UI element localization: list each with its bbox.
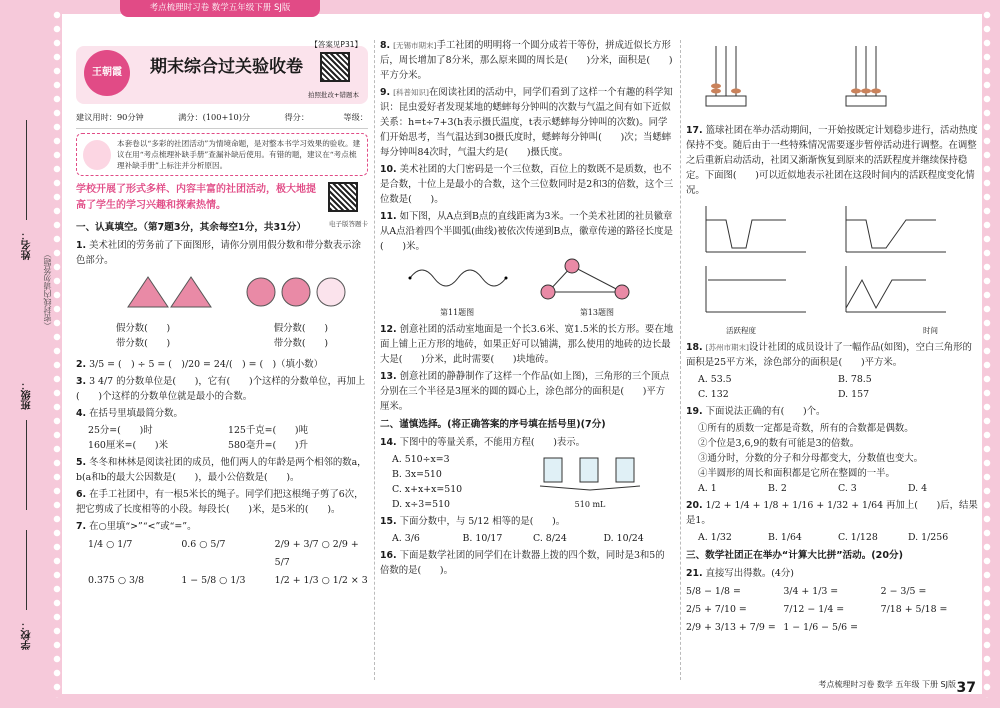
question-text: 下面是数学社团的同学们在计数器上拨的四个数，同时是3和5的倍数的是( )。 xyxy=(380,550,665,576)
question-text: 手工社团的明明将一个圆分成若干等份，拼成近似长方形后，周长增加了8分米，那么原来圆的周长是( )分米，面积是( )平方分米。 xyxy=(380,40,673,81)
answer-grid xyxy=(76,423,368,453)
question xyxy=(380,85,674,160)
question-number: 8. xyxy=(380,40,391,51)
question-number: 6. xyxy=(76,489,87,500)
question xyxy=(380,514,674,529)
question xyxy=(380,162,674,207)
statement: ④半圆形的周长和面积都是它所在整圆的一半。 xyxy=(698,468,895,479)
question xyxy=(76,374,368,404)
question-text: 美术社团的劳务前了下面图形，请你分别用假分数和带分数表示涂色部分。 xyxy=(76,240,361,266)
question-text: 设计社团的成员设计了一幅作品(如图)，空白三角形的面积是25平方米，涂色部分的面积是( )平方米。 xyxy=(686,342,972,368)
intro-text: 本套卷以“多彩的社团活动”为情境命题，是对整本书学习效果的验收。建议在用“考点梳理补缺手册”查漏补缺后使用。有错的题，建议在“考点梳理补缺手册”上标注并分析原因。 xyxy=(117,139,361,170)
question-number: 15. xyxy=(380,516,397,527)
option[interactable]: B. 78.5 xyxy=(838,374,872,385)
triangle-shape xyxy=(548,266,622,292)
question-text: 美术社团的大门密码是一个三位数，百位上的数既不是质数，也不是合数，十位上是最小的合数，这个三位数同时是2和3的倍数，这个三位数是( )。 xyxy=(380,164,674,205)
compare-item[interactable]: 0.6 ○ 5/7 xyxy=(181,539,226,550)
question xyxy=(686,404,978,419)
answer-blank[interactable]: 160厘米=( )米 xyxy=(88,440,168,451)
got-label: 得分： xyxy=(284,112,310,122)
question-text: 在○里填“>”“<”或“=”。 xyxy=(89,521,197,532)
question-number: 11. xyxy=(380,211,397,222)
caption: 第11题图 xyxy=(440,308,475,317)
option-row xyxy=(686,481,978,496)
cup-shape xyxy=(616,458,634,482)
theme-label: 学校开展了形式多样、内容丰富的社团活动，极大地提高了学生的学习兴趣和探索热情。 xyxy=(76,184,316,211)
option[interactable]: A. 3/6 xyxy=(392,533,420,544)
column-1 xyxy=(76,36,368,590)
option[interactable]: C. x+x+x=510 xyxy=(392,484,463,495)
circle-shape xyxy=(282,278,310,306)
option-row xyxy=(686,372,978,402)
option-row xyxy=(380,531,674,546)
option[interactable]: C. 1/128 xyxy=(838,532,878,543)
question-text: 在手工社团中，有一根5米长的绳子。同学们把这根绳子剪了6次，把它剪成了长度相等的小段。每段长( )米，是5米的( )。 xyxy=(76,489,364,515)
question-number: 7. xyxy=(76,521,87,532)
question-number: 18. xyxy=(686,342,703,353)
option[interactable]: C. 8/24 xyxy=(533,533,567,544)
point-a xyxy=(409,277,412,280)
answer-blank[interactable]: 假分数( ) xyxy=(273,323,328,334)
calc-item[interactable]: 5/8 − 1/8 = xyxy=(686,586,741,597)
qr-code[interactable] xyxy=(320,52,350,82)
option[interactable]: D. x÷3=510 xyxy=(392,499,450,510)
shapes-figure xyxy=(76,273,366,313)
calc-item[interactable]: 2/9 + 3/13 + 7/9 = xyxy=(686,622,776,633)
question xyxy=(76,519,368,534)
column-separator xyxy=(680,40,681,680)
question-text: 3 4/7 的分数单位是( )，它有( )个这样的分数单位，再加上( )个这样的分数单位就是最小的合数。 xyxy=(76,376,366,402)
question-text: 直接写出得数。(4分) xyxy=(705,568,794,579)
statement: ②个位是3,6,9的数有可能是3的倍数。 xyxy=(698,438,860,449)
option[interactable]: D. 4 xyxy=(908,483,928,494)
question-number: 2. xyxy=(76,359,87,370)
question xyxy=(76,357,368,372)
question xyxy=(380,548,674,578)
circle-shape xyxy=(541,285,555,299)
answer-blank[interactable]: 25分=( )时 xyxy=(88,425,153,436)
seal-note: （密封线内请勿答题） xyxy=(43,250,52,330)
statement: ③通分时，分数的分子和分母都变大，分数值也变大。 xyxy=(698,453,924,464)
triangle-shape xyxy=(128,277,168,307)
compare-item[interactable]: 1/2 + 1/3 ○ 1/2 × 3 xyxy=(274,575,368,586)
column-3 xyxy=(686,36,978,637)
exam-meta xyxy=(76,110,368,129)
name-line xyxy=(26,120,27,220)
figure-captions xyxy=(380,305,674,320)
question xyxy=(76,487,368,517)
y-axis-label: 活跃程度 xyxy=(726,326,756,335)
cups-icon xyxy=(530,452,650,492)
option[interactable]: C. 132 xyxy=(698,389,729,400)
option[interactable]: B. 3x=510 xyxy=(392,469,442,480)
question-text: 冬冬和林林是阅读社团的成员，他们两人的年龄是两个相邻的数a，b(a和b的最大公因数是( )，最小公倍数是( )。 xyxy=(76,457,367,483)
question xyxy=(76,406,368,421)
circle-shape xyxy=(565,259,579,273)
activity-graphs xyxy=(686,200,976,318)
option[interactable]: D. 157 xyxy=(838,389,870,400)
question-number: 1. xyxy=(76,240,87,251)
cups-figure xyxy=(530,452,650,512)
option-list xyxy=(380,452,530,512)
answer-blank[interactable]: 带分数( ) xyxy=(116,338,171,349)
question xyxy=(686,123,978,198)
question-text: 下面说法正确的有( )个。 xyxy=(705,406,826,417)
figure-11-13 xyxy=(380,256,670,300)
school-label: 学校： xyxy=(22,620,33,650)
calc-item[interactable]: 7/18 + 5/18 = xyxy=(880,604,948,615)
column-separator xyxy=(374,40,375,680)
question xyxy=(686,340,978,370)
wavy-edge-right xyxy=(982,10,992,698)
question xyxy=(380,209,674,254)
graph-c xyxy=(706,266,806,312)
point-b xyxy=(505,277,508,280)
answer-blank[interactable]: 带分数( ) xyxy=(273,338,328,349)
question-text: 下图中的等量关系，不能用方程( )表示。 xyxy=(399,437,586,448)
question xyxy=(686,498,978,528)
compare-grid xyxy=(76,536,368,590)
qr-label: 电子版答题卡 xyxy=(329,220,368,228)
qr-code[interactable] xyxy=(328,182,358,212)
title-box xyxy=(76,40,368,104)
question-number: 16. xyxy=(380,550,397,561)
question xyxy=(76,455,368,485)
question-number: 12. xyxy=(380,324,397,335)
question-text: 1/2 + 1/4 + 1/8 + 1/16 + 1/32 + 1/64 再加上( )后，结果是1。 xyxy=(686,500,978,526)
question-text: 在阅读社团的活动中，同学们看到了这样一个有趣的科学知识：昆虫爱好者发现某地的蟋蟀每分钟叫的次数与气温之间有如下近似关系：h=t÷7+3(h表示摄氏温度，t表示蟋蟀每分钟叫的次数)。同学们开始思考，当气温达到30摄氏度时，蟋蟀每分钟叫( )次；当蟋蟀每分钟叫84次时，气温大约是( )摄氏度。 xyxy=(380,87,673,158)
question xyxy=(380,322,674,367)
calc-item[interactable]: 1 − 1/6 − 5/6 = xyxy=(783,622,858,633)
calc-item[interactable]: 7/12 − 1/4 = xyxy=(783,604,845,615)
option[interactable]: A. 1/32 xyxy=(698,532,732,543)
page-title: 期末综合过关验收卷 xyxy=(150,57,303,77)
x-axis-label: 时间 xyxy=(923,326,938,335)
option[interactable]: A. 510÷x=3 xyxy=(392,454,450,465)
graph-d xyxy=(846,266,946,312)
question-text: 下面分数中，与 5/12 相等的是( )。 xyxy=(399,516,566,527)
question-text: 3/5 = ( ) ÷ 5 = ( )/20 = 24/( ) = ( )（填小数） xyxy=(89,359,324,370)
cup-shape xyxy=(580,458,598,482)
option[interactable]: B. 1/64 xyxy=(768,532,802,543)
score-label: 满分：(100+10)分 xyxy=(178,112,251,122)
question-tag: [苏州市期末] xyxy=(705,343,749,352)
intro-box xyxy=(76,133,368,176)
qr-label: 拍照批改+错题本 xyxy=(308,91,359,99)
cup-shape xyxy=(544,458,562,482)
section-heading: 二、谨慎选择。(将正确答案的序号填在括号里)(7分) xyxy=(380,419,606,430)
abacus-a xyxy=(706,46,746,106)
question xyxy=(380,38,674,83)
calc-item[interactable]: 3/4 + 1/3 = xyxy=(783,586,839,597)
option[interactable]: A. 53.5 xyxy=(698,374,732,385)
question-number: 20. xyxy=(686,500,703,511)
time-label: 建议用时：90分钟 xyxy=(76,112,144,122)
circle-shape xyxy=(317,278,345,306)
question-text: 创意社团的活动室地面是一个长3.6米、宽1.5米的长方形。要在地面上铺上正方形的地砖，如果正好可以铺满，那么使用的地砖的边长最大是( )分米，此时需要( )块地砖。 xyxy=(380,324,674,365)
answer-row xyxy=(76,336,368,351)
option[interactable]: D. 1/256 xyxy=(908,532,949,543)
question xyxy=(686,566,978,581)
question-number: 21. xyxy=(686,568,703,579)
question xyxy=(76,238,368,268)
column-2 xyxy=(380,36,674,580)
question xyxy=(380,435,674,450)
abacus-b xyxy=(846,46,886,106)
section-heading: 一、认真填空。（第7题3分，其余每空1分，共31分） xyxy=(76,222,307,233)
cups-label: 510 mL xyxy=(574,500,606,509)
graph-b xyxy=(846,206,946,252)
question-number: 5. xyxy=(76,457,87,468)
calc-item[interactable]: 2/5 + 7/10 = xyxy=(686,604,747,615)
question-number: 14. xyxy=(380,437,397,448)
statement-list xyxy=(686,421,978,481)
question-tag: [科普知识] xyxy=(393,88,429,97)
option[interactable]: B. 10/17 xyxy=(462,533,503,544)
option-row xyxy=(686,530,978,545)
compare-item[interactable]: 1/4 ○ 1/7 xyxy=(88,539,133,550)
question-tag: [无锡市期末] xyxy=(393,41,437,50)
question xyxy=(380,369,674,414)
question-text: 创意社团的静静制作了这样一个作品(如上图)，三角形的三个顶点分别在三个半径是3厘米的圆的圆心上，涂色部分的面积是( )平方厘米。 xyxy=(380,371,670,412)
brand-logo: 王朝霞 xyxy=(84,50,130,96)
answer-blank[interactable]: 假分数( ) xyxy=(116,323,171,334)
class-label: 班级： xyxy=(22,380,33,410)
compare-item[interactable]: 1 − 5/8 ○ 1/3 xyxy=(181,575,246,586)
question-number: 3. xyxy=(76,376,87,387)
answer-ref: 【答案见P31】 xyxy=(310,40,362,49)
level-label: 等级： xyxy=(343,112,368,122)
question-number: 19. xyxy=(686,406,703,417)
seal-strip xyxy=(0,0,60,708)
circle-shape xyxy=(247,278,275,306)
header-band: 考点梳理时习卷 数学五年级下册 SJ版 xyxy=(120,0,320,17)
question-text: 在括号里填最简分数。 xyxy=(89,408,183,419)
class-line xyxy=(26,420,27,510)
abacus-figure xyxy=(686,36,976,116)
calc-grid xyxy=(686,583,978,637)
wave-path xyxy=(410,270,506,286)
option[interactable]: B. 2 xyxy=(768,483,787,494)
axis-labels xyxy=(686,323,978,338)
question-number: 9. xyxy=(380,87,391,98)
name-label: 姓名： xyxy=(22,230,33,260)
question-number: 4. xyxy=(76,408,87,419)
option[interactable]: A. 1 xyxy=(698,483,717,494)
statement: ①所有的质数一定都是奇数，所有的合数都是偶数。 xyxy=(698,423,914,434)
page-number: 37 xyxy=(956,680,976,696)
q14-body xyxy=(380,452,674,512)
section-heading: 三、数学社团正在举办“计算大比拼”活动。(20分) xyxy=(686,550,904,561)
answer-blank[interactable]: 125千克=( )吨 xyxy=(228,425,308,436)
compare-item[interactable]: 0.375 ○ 3/8 xyxy=(88,575,145,586)
answer-row xyxy=(76,321,368,336)
question-number: 10. xyxy=(380,164,397,175)
question-text: 如下图，从A点到B点的直线距离为3米。一个美术社团的社员徽章从A点沿着四个半圆弧(曲线)被依次传递到B点，徽章传递的路径长度是( )米。 xyxy=(380,211,673,252)
answer-blank[interactable]: 580毫升=( )升 xyxy=(228,440,308,451)
question-number: 13. xyxy=(380,371,397,382)
question-text: 篮球社团在举办活动期间，一开始按既定计划稳步进行，活动热度保持不变。随后由于一些特殊情况需要逐步暂停活动进行调整。在调整之后重新启动活动，社团又渐渐恢复到原来的活跃程度并继续保持稳定。下面图( )可以近似地表示社团在这段时间内的活跃程度变化情况。 xyxy=(686,125,978,196)
option[interactable]: C. 3 xyxy=(838,483,857,494)
girl-icon xyxy=(83,140,111,170)
caption: 第13题图 xyxy=(579,308,614,317)
option[interactable]: D. 10/24 xyxy=(603,533,644,544)
calc-item[interactable]: 2 − 3/5 = xyxy=(880,586,927,597)
compare-item[interactable]: 2/9 + 3/7 ○ 2/9 + 5/7 xyxy=(274,539,359,568)
footer-text: 考点梳理时习卷 数学 五年级 下册 SJ版 xyxy=(818,680,956,689)
brace-shape xyxy=(540,486,640,490)
school-line xyxy=(26,530,27,610)
question-number: 17. xyxy=(686,125,703,136)
circle-shape xyxy=(615,285,629,299)
graph-a xyxy=(706,206,806,252)
triangle-shape xyxy=(171,277,211,307)
